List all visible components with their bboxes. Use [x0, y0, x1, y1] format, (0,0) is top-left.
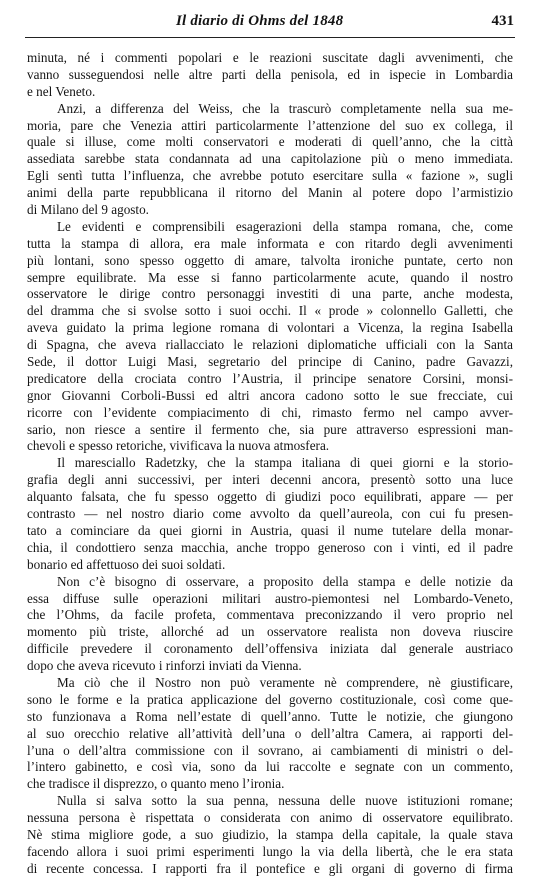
page-header: [26, 13, 514, 33]
text-line: moria, pare che Venezia attiri particolarmente l’attenzione del suo ex collega, il: [27, 117, 513, 133]
text-line: nessuna persona è rispettata o considerata con animo di osservatore equilibrato.: [27, 810, 513, 826]
text-line: che tradisce il disprezzo, o quanto meno l’ironia.: [27, 776, 285, 792]
text-line: difficile prevedere il coronamento dell’offensiva iniziata dal generale austriaco: [27, 641, 513, 657]
text-line: animi della parte repubblicana il ritorno del Manin al potere dopo l’armistizio: [27, 185, 513, 201]
page-number: 431: [491, 13, 514, 29]
text-line: sto funzionava a Roma nell’estate di quell’anno. Tutte le notizie, che giungono: [27, 708, 513, 724]
text-line: Non c’è bisogno di osservare, a proposito della stampa e delle notizie da: [57, 573, 513, 589]
text-line: momento più triste, allorché ad un osservatore realista non doveva riuscire: [27, 624, 513, 640]
text-line: minuta, né i commenti popolari e le reazioni suscitate dagli avvenimenti, che: [27, 50, 513, 65]
text-line: l’intero gabinetto, e così via, sono da lui raccolte e segnate con un commento,: [27, 759, 513, 775]
text-line: vanno susseguendosi nelle altre parti della penisola, ed in ispecie in Lombardia: [27, 66, 513, 82]
text-line: aveva guidato la prima legione romana di volontari a Vicenza, la regina Isabella: [27, 320, 513, 336]
text-line: osservatore le dirige contro personaggi investiti di una parte, anche modesta,: [27, 286, 513, 302]
text-line: grafia degli anni successivi, per interi decenni ancora, presentò sotto una luce: [27, 472, 513, 488]
text-line: quale si illuse, come molti conservatori e moderati di quell’anno, che la città: [27, 134, 513, 150]
text-line: che l’Ohms, da facile profeta, commentava preconizzando il vero proprio nel: [27, 607, 513, 623]
text-line: gnor Giovanni Corboli-Bussi ed altri ancora cadono sotto le sue frecciate, cui: [27, 387, 513, 403]
text-line: sono le forme e la pratica applicazione del governo costituzionale, così come que-: [27, 691, 513, 707]
text-line: più lontani, sono spesso oggetto di amare, talvolta ironiche puntate, certo non: [27, 252, 513, 268]
text-line: Egli sentì tutta l’influenza, che avrebbe potuto esercitare sulla « fazione », sugli: [27, 168, 513, 184]
text-line: del dramma che si svolse sotto i suoi occhi. Il « prode » colonnello Galletti, che: [27, 303, 513, 319]
text-line: Ma ciò che il Nostro non può veramente nè comprendere, nè giustificare,: [57, 674, 513, 690]
text-line: Sede, il dottor Luigi Masi, segretario del principe di Canino, padre Gavazzi,: [27, 354, 513, 370]
text-line: Nulla si salva sotto la sua penna, nessuna delle nuove istituzioni romane;: [57, 793, 513, 809]
text-line: essa diffuse sulle operazioni militari austro-piemontesi nel Lombardo-Veneto,: [27, 590, 513, 606]
text-line: tutta la stampa di allora, era male informata e con ritardo degli avvenimenti: [27, 235, 513, 251]
text-line: l’una o dell’altra commissione con il sovrano, ai cambiamenti di ministri o del-: [27, 742, 513, 758]
text-line: ricorre con l’evidente compiacimento di chi, rimasto fermo nel campo avver-: [27, 404, 513, 420]
header-rule: [25, 37, 515, 38]
text-line: assediata sarebbe stata condannata ad una capitolazione più o meno immediata.: [27, 151, 513, 167]
text-line: Le evidenti e comprensibili esagerazioni della stampa romana, che, come: [57, 218, 513, 234]
text-line: e nel Veneto.: [27, 83, 96, 99]
text-line: sempre equilibrate. Ma esse si fanno particolarmente acute, quando il nostro: [27, 269, 513, 285]
text-line: predicatore della crociata contro l’Austria, il principe senatore Corsini, monsi-: [27, 370, 513, 386]
text-line: alquanto falsata, che fu spesso oggetto di giudizi poco equilibrati, appare — per: [27, 489, 513, 505]
running-title: Il diario di Ohms del 1848: [176, 13, 344, 29]
text-line: di recente concessa. I rapporti fra il pontefice e gli organi di governo di firma: [27, 860, 513, 876]
text-line: contrasto — nel nostro diario come avvolto da quell’aureola, con cui fu presen-: [27, 506, 513, 522]
text-line: Nè stima migliore gode, a suo giudizio, la stampa della capitale, la quale stava: [27, 826, 513, 842]
text-line: chia, il condottiero senza macchia, anche troppo generoso con i vinti, ed il padre: [27, 539, 513, 555]
text-line: sario, non riesce a sentire il fermento che, sia pure attraverso espressioni man-: [27, 421, 513, 437]
text-line: facendo allora i suoi primi esperimenti lungo la via della libertà, che le era stata: [27, 843, 513, 859]
text-line: chevoli e spesso retoriche, vivificava la nuova atmosfera.: [27, 438, 330, 454]
text-line: bonario ed affettuoso dei suoi soldati.: [27, 556, 226, 572]
text-line: dopo che aveva ricevuto i rinforzi inviati da Vienna.: [27, 658, 302, 674]
text-line: di Spagna, che aveva riallacciato le relazioni diplomatiche ufficiali con la Santa: [27, 337, 513, 353]
text-line: di Milano del 9 agosto.: [27, 202, 149, 218]
text-line: Anzi, a differenza del Weiss, che la trascurò completamente nella sua me-: [57, 100, 513, 116]
text-line: Il maresciallo Radetzky, che la stampa italiana di quei giorni e la storio-: [57, 455, 513, 471]
text-line: tato a cominciare da quei giorni in Austria, quasi il nume tutelare della monar-: [27, 522, 513, 538]
body-text: [27, 50, 513, 878]
text-line: al suo orecchio relative all’attività dell’una o dell’altra Camera, ai rapporti del-: [27, 725, 513, 741]
